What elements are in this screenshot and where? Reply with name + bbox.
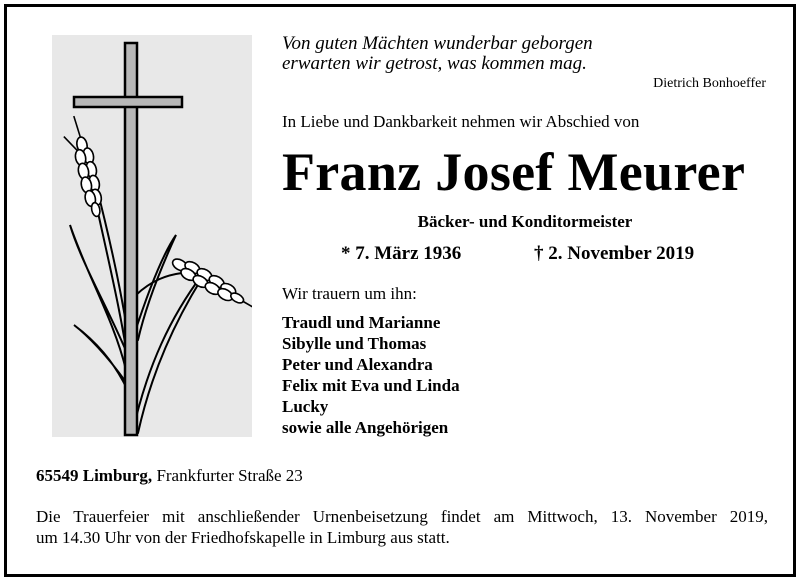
bonhoeffer-quote (282, 34, 593, 74)
birth-date: * 7. März 1936 (341, 243, 462, 264)
quote-author: Dietrich Bonhoeffer (653, 76, 766, 91)
farewell-intro: In Liebe und Dankbarkeit nehmen wir Abschied von (282, 112, 640, 131)
quote-line-2: erwarten wir getrost, was kommen mag. (282, 53, 587, 74)
mourners-list (282, 312, 460, 438)
ceremony-line-1: Die Trauerfeier mit anschließender Urnenbeisetzung findet am Mittwoch, 13. November 2019, (36, 507, 768, 526)
ceremony-line-2: um 14.30 Uhr von der Friedhofskapelle in Limburg aus statt. (36, 528, 450, 547)
death-date: † 2. November 2019 (534, 243, 695, 264)
mourner-entry: Peter und Alexandra (282, 355, 433, 374)
mourner-entry: Sibylle und Thomas (282, 334, 427, 353)
mourners-intro: Wir trauern um ihn: (282, 284, 417, 303)
deceased-profession: Bäcker- und Konditormeister (417, 212, 633, 231)
cross-with-wheat-icon (52, 35, 252, 437)
mourner-entry: sowie alle Angehörigen (282, 418, 449, 437)
mourner-entry: Felix mit Eva und Linda (282, 376, 460, 395)
quote-line-1: Von guten Mächten wunderbar geborgen (282, 33, 593, 54)
address-street: Frankfurter Straße 23 (156, 466, 303, 485)
ceremony-notice (36, 506, 768, 548)
mourner-entry: Lucky (282, 397, 329, 416)
mourner-entry: Traudl und Marianne (282, 313, 441, 332)
deceased-name: Franz Josef Meurer (282, 142, 746, 202)
family-address (36, 466, 303, 486)
address-city: 65549 Limburg, (36, 466, 153, 485)
